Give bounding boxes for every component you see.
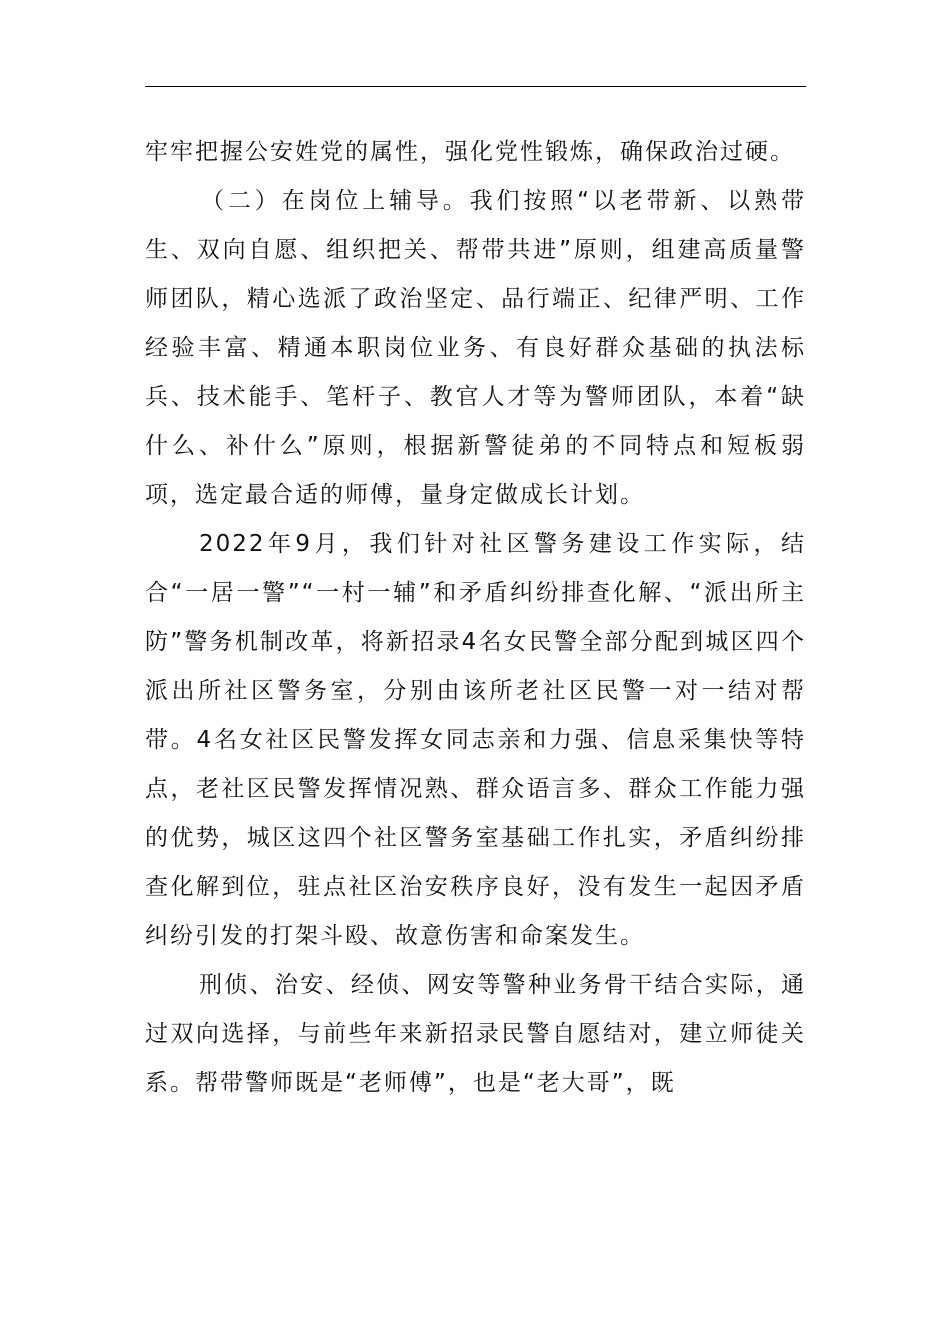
document-body [145, 128, 806, 1108]
paragraph-mentor-pairing: 刑侦、治安、经侦、网安等警种业务骨干结合实际，通过双向选择，与前些年来新招录民警自愿结对，建立师徒关系。帮带警师既是“老师傅”，也是“老大哥”，既 [145, 972, 806, 1096]
paragraph-continuation: 牢牢把握公安姓党的属性，强化党性锻炼，确保政治过硬。 [145, 139, 795, 165]
header-rule [145, 86, 806, 87]
paragraph-2022-community-policing: 2022年9月，我们针对社区警务建设工作实际，结合“一居一警”“一村一辅”和矛盾纠纷排查化解、“派出所主防”警务机制改革，将新招录4名女民警全部分配到城区四个派出所社区警务室，分别由该所老社区民警一对一结对帮带。4名女社区民警发挥女同志亲和力强、信息采集快等特点，老社区民警发挥情况熟、群众语言多、群众工作能力强的优势，城区这四个社区警务室基础工作扎实，矛盾纠纷排查化解到位，驻点社区治安秩序良好，没有发生一起因矛盾纠纷引发的打架斗殴、故意伤害和命案发生。 [145, 531, 806, 949]
paragraph-section-two: （二）在岗位上辅导。我们按照“以老带新、以熟带生、双向自愿、组织把关、帮带共进”原则，组建高质量警师团队，精心选派了政治坚定、品行端正、纪律严明、工作经验丰富、精通本职岗位业务、有良好群众基础的执法标兵、技术能手、笔杆子、教官人才等为警师团队，本着“缺什么、补什么”原则，根据新警徒弟的不同特点和短板弱项，选定最合适的师傅，量身定做成长计划。 [145, 188, 806, 508]
